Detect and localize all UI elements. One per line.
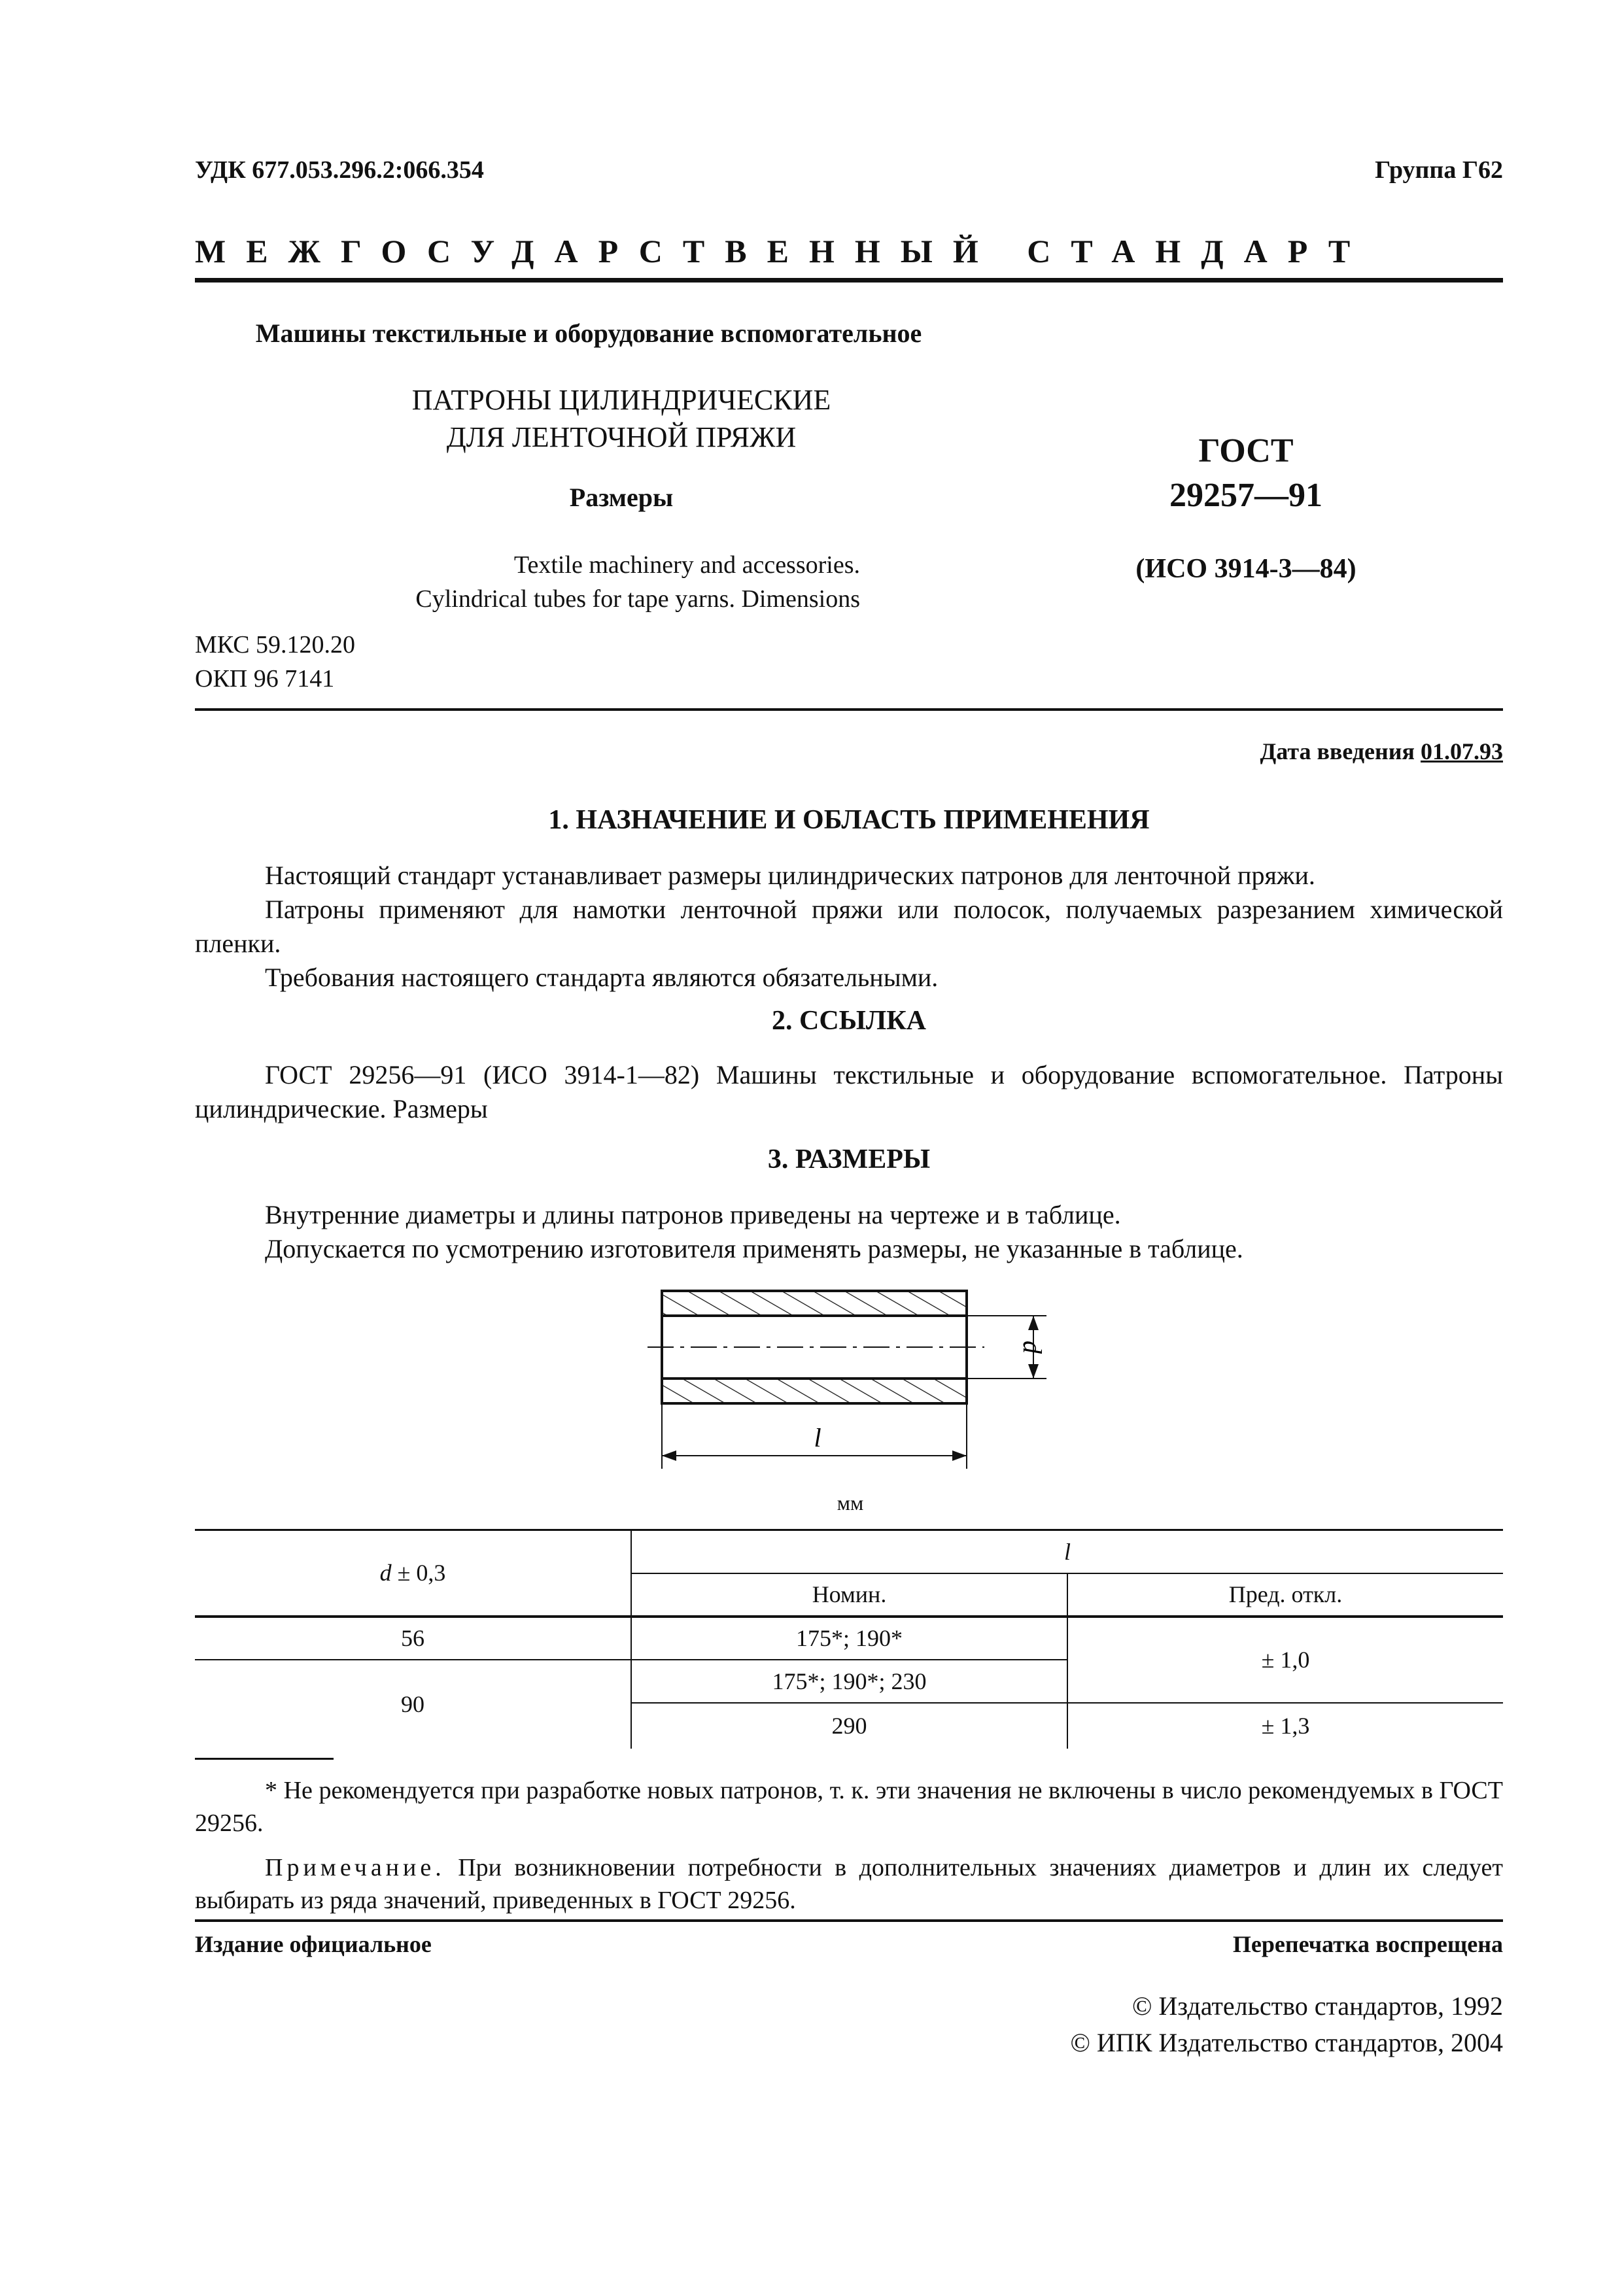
d-arrow-bottom bbox=[1028, 1364, 1039, 1379]
table-unit: мм bbox=[837, 1491, 864, 1515]
mks-code: МКС 59.120.20 bbox=[195, 631, 356, 659]
reprint-prohibited: Перепечатка воспрещена bbox=[1232, 1931, 1503, 1957]
table-cell-nominal: 290 bbox=[631, 1703, 1067, 1749]
section-3-title: 3. РАЗМЕРЫ bbox=[767, 1144, 931, 1174]
l-label: l bbox=[814, 1423, 821, 1452]
date-label: Дата введения bbox=[1260, 738, 1415, 764]
title-line-1: ПАТРОНЫ ЦИЛИНДРИЧЕСКИЕ bbox=[411, 384, 831, 416]
l-arrow-left bbox=[662, 1450, 676, 1461]
official-edition: Издание официальное bbox=[195, 1931, 432, 1957]
table-cell-d: 90 bbox=[195, 1660, 631, 1749]
table-cell-nominal: 175*; 190* bbox=[631, 1617, 1067, 1660]
section-1-title: 1. НАЗНАЧЕНИЕ И ОБЛАСТЬ ПРИМЕНЕНИЯ bbox=[548, 805, 1150, 835]
l-arrow-right bbox=[952, 1450, 967, 1461]
gost-designation bbox=[1105, 429, 1387, 518]
header-rule bbox=[195, 278, 1503, 283]
section-2-body bbox=[195, 1058, 1503, 1126]
section-2-paragraph-1: ГОСТ 29256—91 (ИСО 3914-1—82) Машины текстильные и оборудование вспомогательное. Патроны цилиндрические. Размеры bbox=[195, 1060, 1503, 1123]
classification-codes bbox=[195, 628, 355, 696]
table-cell-deviation: ± 1,0 bbox=[1067, 1617, 1503, 1703]
gost-number: 29257—91 bbox=[1169, 477, 1322, 514]
document-subtitle: Размеры bbox=[569, 483, 674, 512]
table-header-nominal: Номин. bbox=[631, 1573, 1067, 1617]
group-code: Группа Г62 bbox=[1375, 156, 1503, 184]
tube-drawing bbox=[628, 1275, 1086, 1484]
footer-rule bbox=[195, 1919, 1503, 1922]
udk-code: УДК 677.053.296.2:066.354 bbox=[195, 156, 484, 184]
english-title-line-1: Textile machinery and accessories. bbox=[513, 551, 860, 579]
copyright-line-2: © ИПК Издательство стандартов, 2004 bbox=[1070, 2028, 1503, 2057]
table-header-l bbox=[631, 1530, 1503, 1573]
table-cell-deviation: ± 1,3 bbox=[1261, 1713, 1310, 1739]
section-3-paragraph-1: Внутренние диаметры и длины патронов приведены на чертеже и в таблице. bbox=[265, 1200, 1121, 1229]
section-1-paragraph-2: Патроны применяют для намотки ленточной пряжи или полосок, получаемых разрезанием химической пленки. bbox=[195, 895, 1503, 958]
d-label: d bbox=[1018, 1341, 1047, 1354]
copyright-block bbox=[850, 1988, 1503, 2061]
section-1-paragraph-3: Требования настоящего стандарта являются обязательными. bbox=[265, 963, 939, 992]
note-text: При возникновении потребности в дополнительных значениях диаметров и длин их следует выбирать из ряда значений, приведенных в ГОСТ 29256. bbox=[195, 1854, 1503, 1914]
copyright-line-1: © Издательство стандартов, 1992 bbox=[1132, 1991, 1503, 2021]
footnote-text: * Не рекомендуется при разработке новых патронов, т. к. эти значения не включены в число рекомендуемых в ГОСТ 29256. bbox=[195, 1777, 1503, 1837]
section-1-paragraph-1: Настоящий стандарт устанавливает размеры цилиндрических патронов для ленточной пряжи. bbox=[265, 861, 1315, 890]
footnote-rule bbox=[195, 1758, 334, 1760]
gost-label: ГОСТ bbox=[1198, 432, 1294, 470]
table-cell-d: 56 bbox=[195, 1617, 631, 1660]
okp-code: ОКП 96 7141 bbox=[195, 665, 335, 693]
section-3-paragraph-2: Допускается по усмотрению изготовителя применять размеры, не указанные в таблице. bbox=[265, 1234, 1243, 1263]
table-cell-nominal: 175*; 190*; 230 bbox=[631, 1660, 1067, 1703]
english-title-line-2: Cylindrical tubes for tape yarns. Dimensions bbox=[415, 585, 860, 613]
notes-block bbox=[195, 1774, 1503, 1928]
section-1-body bbox=[195, 859, 1503, 995]
table-header-d: d ± 0,3 bbox=[195, 1530, 631, 1617]
note-paragraph bbox=[195, 1851, 1503, 1917]
dimensions-table bbox=[195, 1529, 1503, 1749]
tube-bottom-wall bbox=[662, 1379, 967, 1403]
note-label: Примечание. bbox=[265, 1854, 445, 1881]
iso-reference: (ИСО 3914-3—84) bbox=[1135, 554, 1356, 584]
interstate-standard-banner: МЕЖГОСУДАРСТВЕННЫЙ СТАНДАРТ bbox=[195, 233, 1371, 269]
table-header-deviation: Пред. откл. bbox=[1067, 1573, 1503, 1617]
date-value: 01.07.93 bbox=[1421, 738, 1503, 764]
section-2-title: 2. ССЫЛКА bbox=[772, 1006, 926, 1036]
document-title bbox=[196, 381, 1046, 456]
d-arrow-top bbox=[1028, 1316, 1039, 1330]
tube-top-wall bbox=[662, 1291, 967, 1316]
effective-date bbox=[981, 738, 1503, 765]
section-3-body bbox=[195, 1198, 1503, 1266]
title-line-2: ДЛЯ ЛЕНТОЧНОЙ ПРЯЖИ bbox=[446, 421, 797, 453]
table-header-d-tolerance: ± 0,3 bbox=[397, 1560, 446, 1586]
table-header-l-text: l bbox=[1063, 1538, 1071, 1565]
intro-rule bbox=[195, 708, 1503, 711]
standard-series: Машины текстильные и оборудование вспомогательное bbox=[255, 318, 922, 348]
english-title bbox=[196, 548, 860, 616]
